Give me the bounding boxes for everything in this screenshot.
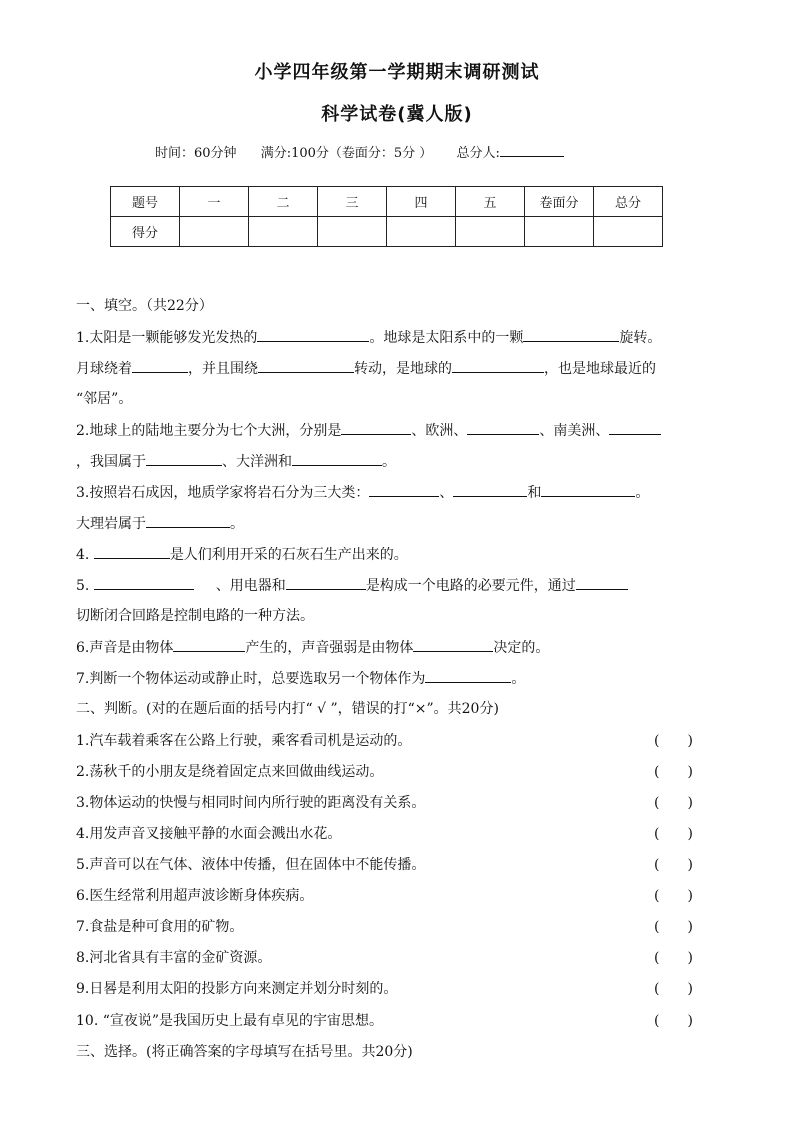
score-table <box>110 186 663 247</box>
blank[interactable] <box>369 482 439 497</box>
answer-paren[interactable]: ( ) <box>654 981 693 997</box>
blank[interactable] <box>467 420 539 435</box>
blank[interactable] <box>94 544 170 559</box>
answer-paren[interactable]: ( ) <box>654 888 693 904</box>
blank[interactable] <box>146 513 230 528</box>
judge-item: 6.医生经常利用超声波诊断身体疾病。 <box>76 888 314 904</box>
blank[interactable] <box>541 482 635 497</box>
score-table-header-cell: 总分 <box>594 187 663 217</box>
blank[interactable] <box>292 451 382 466</box>
blank[interactable] <box>341 420 411 435</box>
score-row-label: 得分 <box>111 217 180 247</box>
score-table-score-row <box>111 217 663 247</box>
blank[interactable] <box>609 420 661 435</box>
answer-paren[interactable]: ( ) <box>654 826 693 842</box>
score-cell[interactable] <box>318 217 387 247</box>
exam-time: 时间：60分钟 <box>155 146 237 161</box>
blank[interactable] <box>132 358 188 373</box>
exam-info <box>155 142 604 161</box>
q3-line2: 大理岩属于 。 <box>76 513 244 534</box>
q7-line: 7.判断一个物体运动或静止时，总要选取另一个物体作为 。 <box>76 668 525 689</box>
score-table-header-row <box>111 187 663 217</box>
q2-line2: ，我国属于 、大洋洲和 。 <box>76 451 396 472</box>
answer-paren[interactable]: ( ) <box>654 950 693 966</box>
blank[interactable] <box>94 575 194 590</box>
score-table-header-cell: 三 <box>318 187 387 217</box>
blank[interactable] <box>173 637 245 652</box>
answer-paren[interactable]: ( ) <box>654 733 693 749</box>
score-table-header-cell: 五 <box>456 187 525 217</box>
score-cell[interactable] <box>456 217 525 247</box>
blank[interactable] <box>425 668 511 683</box>
judge-item: 8.河北省具有丰富的金矿资源。 <box>76 950 272 966</box>
judge-item: 5.声音可以在气体、液体中传播，但在固体中不能传播。 <box>76 857 426 873</box>
blank[interactable] <box>576 575 628 590</box>
judge-item: 2.荡秋千的小朋友是绕着固定点来回做曲线运动。 <box>76 764 384 780</box>
score-cell[interactable] <box>249 217 318 247</box>
score-cell[interactable] <box>594 217 663 247</box>
judge-item: 7.食盐是种可食用的矿物。 <box>76 919 244 935</box>
judge-item: 9.日晷是利用太阳的投影方向来测定并划分时刻的。 <box>76 981 398 997</box>
section1-heading: 一、填空。（共22分） <box>76 298 213 314</box>
score-cell[interactable] <box>180 217 249 247</box>
q5-line1: 5. 、用电器和 是构成一个电路的必要元件，通过 <box>76 575 628 596</box>
score-table-header-cell: 卷面分 <box>525 187 594 217</box>
judge-item: 1.汽车载着乘客在公路上行驶，乘客看司机是运动的。 <box>76 733 412 749</box>
section3-heading: 三、选择。(将正确答案的字母填写在括号里。共20分) <box>76 1044 413 1060</box>
q4-line: 4. 是人们利用开采的石灰石生产出来的。 <box>76 544 408 565</box>
q1-line1: 1.太阳是一颗能够发光发热的 。地球是太阳系中的一颗 旋转。 <box>76 327 661 348</box>
blank[interactable] <box>523 327 619 342</box>
answer-paren[interactable]: ( ) <box>654 919 693 935</box>
section2-heading: 二、判断。(对的在题后面的括号内打“ √ ”，错误的打“×”。共20分) <box>76 701 499 717</box>
score-cell[interactable] <box>525 217 594 247</box>
q1-line2: 月球绕着 ，并且围绕 转动，是地球的 ，也是地球最近的 <box>76 358 656 379</box>
blank[interactable] <box>413 637 493 652</box>
q1-line3: “邻居”。 <box>76 391 133 407</box>
score-table-header-cell: 四 <box>387 187 456 217</box>
blank[interactable] <box>258 358 354 373</box>
judge-item: 3.物体运动的快慢与相同时间内所行驶的距离没有关系。 <box>76 795 426 811</box>
answer-paren[interactable]: ( ) <box>654 1013 693 1029</box>
score-table-header-cell: 二 <box>249 187 318 217</box>
blank[interactable] <box>452 358 544 373</box>
blank[interactable] <box>286 575 366 590</box>
q5-line2: 切断闭合回路是控制电路的一种方法。 <box>76 608 314 624</box>
blank[interactable] <box>146 451 222 466</box>
answer-paren[interactable]: ( ) <box>654 857 693 873</box>
score-table-header-cell: 一 <box>180 187 249 217</box>
q2-line1: 2.地球上的陆地主要分为七个大洲，分别是 、欧洲、 、南美洲、 <box>76 420 661 441</box>
score-cell[interactable] <box>387 217 456 247</box>
q3-line1: 3.按照岩石成因，地质学家将岩石分为三大类： 、 和 。 <box>76 482 649 503</box>
blank[interactable] <box>453 482 527 497</box>
blank[interactable] <box>257 327 369 342</box>
judge-item: 4.用发声音叉接触平静的水面会溅出水花。 <box>76 826 342 842</box>
exam-full-score: 满分:100分（卷面分：5分 ） <box>260 146 433 161</box>
answer-paren[interactable]: ( ) <box>654 795 693 811</box>
score-table-header-cell: 题号 <box>111 187 180 217</box>
q6-line: 6.声音是由物体 产生的，声音强弱是由物体 决定的。 <box>76 637 549 658</box>
judge-item: 10. “宣夜说”是我国历史上最有卓见的宇宙思想。 <box>76 1013 384 1029</box>
exam-subtitle: 科学试卷(冀人版) <box>321 104 473 125</box>
exam-title: 小学四年级第一学期期末调研测试 <box>254 62 540 83</box>
answer-paren[interactable]: ( ) <box>654 764 693 780</box>
grader-label: 总分人: <box>456 146 583 161</box>
